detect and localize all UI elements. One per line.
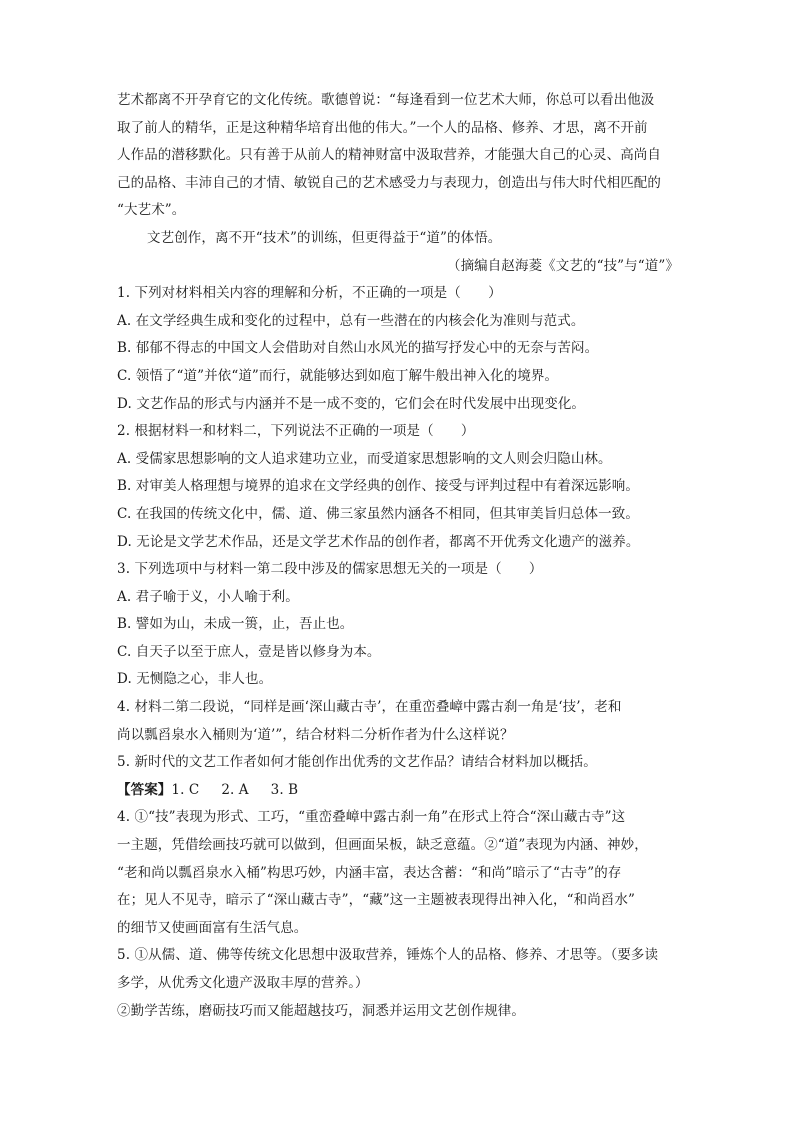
text-line: 4. ①“技”表现为形式、工巧，“重峦叠嶂中露古刹一角”在形式上符合“深山藏古寺”这	[117, 809, 626, 826]
question-stem: 尚以瓢舀泉水入桶则为‘道’”，结合材料二分析作者为什么这样说？	[117, 726, 514, 743]
answer-4	[117, 804, 679, 942]
source-citation: （摘编自赵海菱《文艺的“技”与“道”》	[446, 257, 679, 274]
question-stem: 4. 材料二第二段说，“同样是画‘深山藏古寺’，在重峦叠嶂中露古刹一角是‘技’，老和	[117, 699, 622, 716]
document-page	[117, 87, 679, 1025]
answer-1: 1. C	[171, 781, 200, 798]
option-d: D. 无恻隐之心，非人也。	[117, 671, 273, 688]
text-line: 取了前人的精华，正是这种精华培育出他的伟大。”一个人的品格、修养、才思，离不开前	[117, 119, 648, 136]
answer-key-row	[117, 777, 679, 805]
text-line: 己的品格、丰沛自己的才情、敏锐自己的艺术感受力与表现力，创造出与伟大时代相匹配的	[117, 174, 661, 191]
answer-3: 3. B	[270, 781, 299, 798]
passage-conclusion: 文艺创作，离不开“技术”的训练，但更得益于“道”的体悟。	[147, 229, 502, 246]
option-c: C. 在我国的传统文化中，儒、道、佛三家虽然内涵各不相同，但其审美旨归总体一致。	[117, 505, 639, 522]
passage-paragraph	[117, 87, 679, 225]
answer-2: 2. A	[221, 781, 249, 798]
text-line: 在；见人不见寺，暗示了“深山藏古寺”，“藏”这一主题被表现得出神入化，“和尚舀水”	[117, 892, 636, 909]
text-line: “大艺术”。	[117, 202, 186, 219]
answer-label: 【答案】	[117, 781, 172, 798]
question-4	[117, 694, 679, 749]
option-a: A. 在文学经典生成和变化的过程中，总有一些潜在的内核会化为准则与范式。	[117, 312, 585, 329]
option-c: C. 领悟了“道”并依“道”而行，就能够达到如庖丁解牛般出神入化的境界。	[117, 367, 559, 384]
option-b: B. 郁郁不得志的中国文人会借助对自然山水风光的描写抒发心中的无奈与苦闷。	[117, 340, 599, 357]
question-stem: 3. 下列选项中与材料一第二段中涉及的儒家思想无关的一项是（ ）	[117, 561, 543, 578]
option-c: C. 自天子以至于庶人，壹是皆以修身为本。	[117, 643, 381, 660]
question-stem: 1. 下列对材料相关内容的理解和分析，不正确的一项是（ ）	[117, 285, 502, 302]
option-a: A. 君子喻于义，小人喻于利。	[117, 588, 299, 605]
answer-5	[117, 942, 679, 1025]
option-a: A. 受儒家思想影响的文人追求建功立业，而受道家思想影响的文人则会归隐山林。	[117, 450, 612, 467]
question-stem: 2. 根据材料一和材料二，下列说法不正确的一项是（ ）	[117, 423, 475, 440]
text-line: “老和尚以瓢舀泉水入桶”构思巧妙，内涵丰富，表达含蓄：“和尚”暗示了“古寺”的存	[117, 864, 622, 881]
option-b: B. 譬如为山，未成一篑，止，吾止也。	[117, 616, 354, 633]
text-line: 艺术都离不开孕育它的文化传统。歌德曾说：“每逢看到一位艺术大师，你总可以看出他汲	[117, 92, 655, 108]
option-d: D. 无论是文学艺术作品，还是文学艺术作品的创作者，都离不开优秀文化遗产的滋养。	[117, 533, 640, 550]
question-5: 5. 新时代的文艺工作者如何才能创作出优秀的文艺作品？请结合材料加以概括。	[117, 754, 597, 771]
option-d: D. 文艺作品的形式与内涵并不是一成不变的，它们会在时代发展中出现变化。	[117, 395, 586, 412]
text-line: ②勤学苦练，磨砺技巧而又能超越技巧，洞悉并运用文艺创作规律。	[117, 1002, 525, 1019]
question-1	[117, 280, 679, 418]
question-2	[117, 418, 679, 556]
question-3	[117, 556, 679, 694]
text-line: 多学，从优秀文化遗产汲取丰厚的营养。）	[117, 975, 369, 991]
text-line: 5. ①从儒、道、佛等传统文化思想中汲取营养，锤炼个人的品格、修养、才思等。（要多读	[117, 947, 659, 964]
option-b: B. 对审美人格理想与境界的追求在文学经典的创作、接受与评判过程中有着深远影响。	[117, 478, 640, 495]
text-line: 人作品的潜移默化。只有善于从前人的精神财富中汲取营养，才能强大自己的心灵、高尚自	[117, 147, 661, 164]
text-line: 的细节又使画面富有生活气息。	[117, 919, 308, 936]
text-line: 一主题，凭借绘画技巧就可以做到，但画面呆板，缺乏意蕴。②“道”表现为内涵、神妙，	[117, 837, 648, 854]
